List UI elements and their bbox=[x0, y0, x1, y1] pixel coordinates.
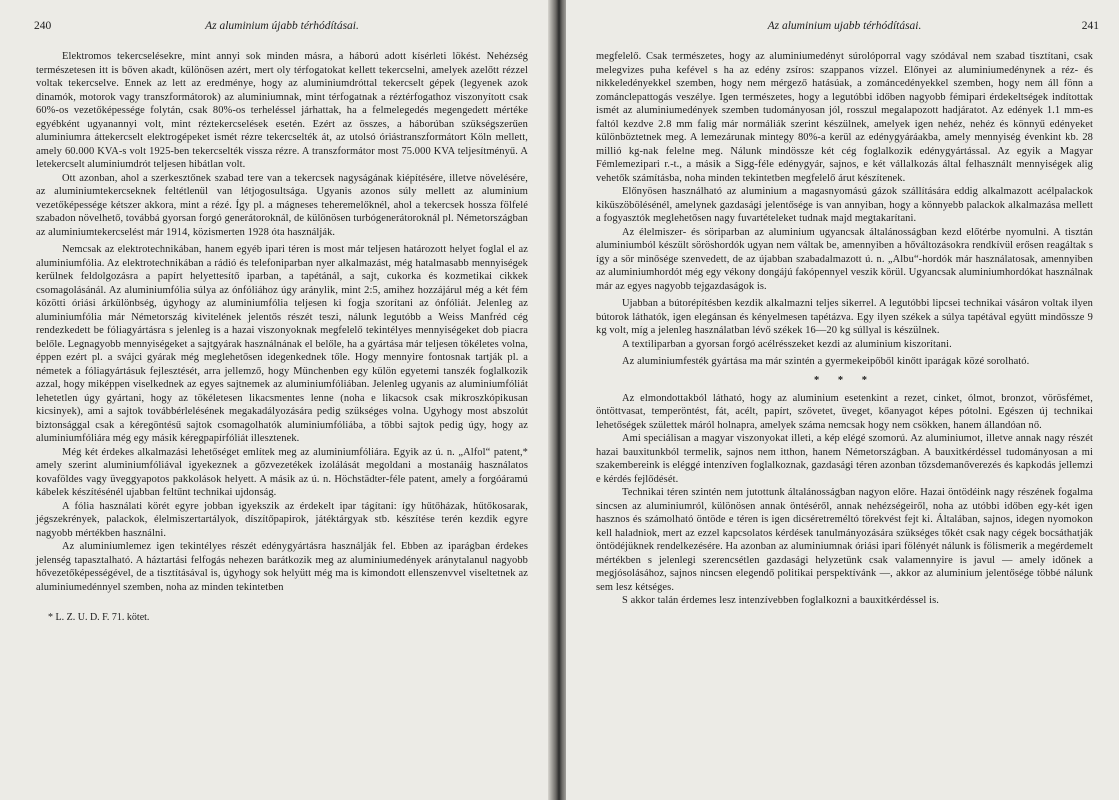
paragraph: Elektromos tekercselésekre, mint annyi sok minden másra, a háború adott kísérleti lökést. Nehézség természetesen itt is bőven akadt, különösen azért, mert oly térfogatokat kellett tekercselni, amelyek azelőtt rézzel voltak tekercselve. Ennek az lett az eredménye, hogy az aluminiumdróttal tekercselt gépek (legyenek azok dinamók, motorok vagy transzformátorok) az aluminiumnak, mint térfogatnak a réztérfogathoz viszonyított csak 60%-os vezetőképessége folytán, csak 80%-os terheléssel járhattak, ha a felmelegedés megengedett mértéke egyébként ugyanannyi volt, mint réztekercselések esetén. Ezért az összes, a háborúban szükségszerűen aluminiumra áttekercselt elektrogépeket ismét rézre tekercselték át, az utolsó óriástranszformátort Köln mellett, amely 60.000 KVA-s volt 1925-ben tekercselték vissza rézre. A transzformátor most 75.000 KVA teljesítményű. A letekercselt aluminiumdrót teljesen hibátlan volt. bbox=[36, 51, 528, 170]
left-running-title: Az aluminium újabb térhódításai. bbox=[205, 20, 359, 32]
section-separator: * * * bbox=[814, 374, 875, 386]
left-running-head bbox=[36, 20, 528, 38]
paragraph: Az aluminiumfesték gyártása ma már szintén a gyermekeipőből kinőtt iparágak közé sorolható. bbox=[622, 356, 1030, 367]
paragraph: A fólia használati körét egyre jobban igyekszik az érdekelt ipar tágítani: így hűtőházak, hűtőkosarak, jégszekrények, palackok, élelmiszertartályok, díszítőpapirok, játéktárgyak stb. készítése terén kezdik egyre nagyobb mértékben használni. bbox=[36, 500, 528, 539]
paragraph: Technikai téren szintén nem jutottunk általánosságban nagyon előre. Hazai öntödéink nagy részének fogalma sincsen az aluminiumról, különösen annak öntéséről, annak nehézségeiről, noha az utóbbi időben egy-két igen hasznos és számolható öntöde e téren is igen dicséretreméltó törekvést fejt ki. Általában, sajnos, idegen nyomokon kell haladniok, mert az ezzel kapcsolatos kérdések tanulmányozására szükséges tőkét csak nagy cégek bocsáthatják öntödéjüknek rendelkezésére. Ha azonban az aluminiumnak óriási ipari fölényét nálunk is fölismerik a megérdemelt mértékben s jelenlegi szerencsétlen gazdasági helyzetünk csak valamennyire is javul — amely időnek a megjósolásához, sajnos nincsen elegendő politikai perspektívánk —, akkor az aluminium jelentősége többé nálunk sem lesz kétséges. bbox=[596, 487, 1093, 593]
paragraph: Ami speciálisan a magyar viszonyokat illeti, a kép elégé szomorú. Az aluminiumot, illetve annak nagy részét hazai bauxitunkból termelik, sajnos nem itthon, hanem Németországban. A bauxitkérdéssel tudományosan a mi szakembereink is eléggé intenzíven foglalkoznak, gazdasági téren azonban tőzsdemanőverezés és kapkodás jellemzi e kérdés fejlődését. bbox=[596, 433, 1093, 485]
footnote: * L. Z. U. D. F. 71. kötet. bbox=[48, 612, 150, 623]
paragraph: megfelelő. Csak természetes, hogy az aluminiumedényt súrolóporral vagy szódával nem szabad tisztítani, csak melegvizes puha kefével s ha az edény zsíros: szappanos vízzel. Előnyei az aluminiumedénynek a réz- és nikkeledényekkel szemben, hogy nem mérgező hatásúak, a zománcedényekkel szemben, hogy nem áll fönn a zománclepattogás veszélye. Igen természetes, hogy a legutóbbi időben nagyobb fémipari érdekeltségek indítottak ismét az aluminiumedények szemben tudományosan jól, rosszul megalapozott hadjáratot. Az edények 1.1 mm-es faltól kezdve 2.8 mm falig már normáliák szerint készülnek, amelyek igen nehéz, nehéz és könnyű edényeket különböztetnek meg. A lemezárunak mintegy 80%-a kerül az edénygyáráakba, amely mennyiség évenkint kb. 28 millió kg-nak felelne meg. Nálunk mindössze két cég foglalkozik edénygyártással. Az egyik a Magyar Fémlemezipari r.-t., a másik a Sigg-féle edénygyár, sajnos, e két vállalkozás által felhasznált mennyiségek alig vehetők számításba, noha minden tekintetben megfelelő árut készítenek. bbox=[596, 51, 1093, 184]
left-body-text bbox=[36, 50, 528, 594]
paragraph: A textiliparban a gyorsan forgó acélrésszeket kezdi az aluminium kiszorítani. bbox=[622, 338, 952, 350]
paragraph: Az elmondottakból látható, hogy az aluminium esetenkint a rezet, cinket, ólmot, bronzot, vörösfémet, öntöttvasat, temperöntést, fát, acélt, papírt, szövetet, üveget, kőanyagot képes pótolni. Egészen új technikai lehetőségek születtek máról holnapra, amelyek száma nemcsak hogy nem csökken, hanem állandóan nő. bbox=[596, 392, 1093, 431]
paragraph: Ott azonban, ahol a szerkesztőnek szabad tere van a tekercsek nagyságának kiépítésére, illetve növelésére, az aluminiumtekercseknek feltétlenül van létjogosultsága. Ugyanis azonos súly mellett az aluminium vezetőképessége kétszer akkora, mint a rézé. Így pl. a mágneses teheremelőknél, ahol a tekercsek hossza fölfelé szabadon növelhető, továbbá gyorsan forgó generátoroknál, de különösen turbógenerátoroknál pl. Németországban az aluminiumtekercselést már 1914, közismerten 1928 óta használják. bbox=[36, 172, 528, 238]
paragraph: Ujabban a bútorépítésben kezdik alkalmazni teljes sikerrel. A legutóbbi lipcsei technikai vásáron voltak ilyen bútorok láthatók, igen elegánsan és kényelmesen tapétázva. Egy ilyen székek a súlya tapétával együtt mindössze 9 kg volt, míg a jelenleg használatban lévő székek 16—20 kg súllyal is készülnek. bbox=[596, 298, 1093, 336]
right-page-number: 241 bbox=[1081, 20, 1099, 32]
paragraph: S akkor talán érdemes lesz intenzívebben foglalkozni a bauxitkérdéssel is. bbox=[622, 595, 939, 606]
right-page bbox=[566, 0, 1119, 800]
left-page-number: 240 bbox=[34, 20, 52, 32]
paragraph: Az élelmiszer- és söriparban az aluminium ugyancsak általánosságban kezd előtérbe nyomulni. A tisztán aluminiumból készült söröshordók ugyan nem váltak be, amennyiben a hőváltozásokra rendkívül erősen reagáltak s így a sör minősége szenvedett, de az újabban szabadalmazott ú. n. „Albu“-hordók már használatosak, amennyiben az aluminiumhordót még egy vékony dongájú fakópennyel veszik körül. Ugyancsak aluminiumhordókat használnak már az egyes nagyobb tejgazdaságok is. bbox=[596, 226, 1093, 292]
paragraph: Még két érdekes alkalmazási lehetőséget említek meg az aluminiumfóliára. Egyik az ú. n. „Alfol“ patent,* amely szerint aluminiumfóliával igyekeznek a gőzvezetékek izolálását megoldani a mostanáig használatos kovaföldes vagy üveggyapotos pakkolások helyett. A másik az ú. n. Höchstädter-féle patent, amely a forgóáramú kábelek készítésénél ujabban feltűnt technikai ujdonság. bbox=[36, 446, 528, 498]
paragraph: Előnyösen használható az aluminium a magasnyomású gázok szállítására eddig alkalmazott acélpalackok kiküszöbölésénél, amelynek gazdasági jelentősége is van annyiban, hogy a könnyebb palackok alkalmazása mellett a fogyasztók meglehetősen nagy fuvartételeket tudnak majd megtakarítani. bbox=[596, 186, 1093, 224]
right-running-title: Az aluminium ujabb térhódításai. bbox=[767, 20, 922, 32]
left-page bbox=[0, 0, 552, 800]
paragraph: Nemcsak az elektrotechnikában, hanem egyéb ipari téren is most már teljesen határozott helyet foglal el az aluminiumfólia. Az elektrotechnikában a rádió és telefoniparban nyer alkalmazást, még hatalmasabb mennyiségek kerülnek feldolgozásra a papírt helyettesítő iparban, a tapétánál, a sajt, cukorka és kozmetikai cikkek csomagolásánál. Az aluminiumfólia súlya az ónfóliához úgy aránylik, mint 2:5, amihez hozzájárul még a két fém közötti óriási árkülönbség, úgyhogy az aluminiumfólia teljesen ki fogja szorítani az ónfóliát. Jelenleg az aluminiumfólia már Németország kivitelének jelentős részét teszi, nálunk legutóbb a Weiss Manfréd cég rendezkedett be fóliagyártásra s jelenleg is a hazai viszonyoknak megfelelő tekintélyes mennyiségeket dob piacra belőle. Legnagyobb mennyiségeket a sajtgyárak használnának el belőle, ha a gyártása már teljesen tökéletes volna, éppen ezért pl. a svájci gyárak még meglehetősen idegenkednek tőle. Hogy mennyire fontosnak tartják pl. a németek a fóliagyártásuk fejlesztését, arra jellemző, hogy Münchenben egy külön egyetemi tanszék foglalkozik azzal, hogy miképpen viselkednek az egyes sajtnemek az aluminiumfóliában. Jelenleg ugyanis az aluminiumfóliát lehetetlen úgy gyártani, hogy az tökéletesen likacsmentes lenne (noha e likacsok csak mikroszkópikusan kicsinyek), ami a sajtok továbbérlelésének megakadályozására pedig szükséges volna. Ugyhogy most abszolút biztonsággal csak a kéregöntésű sajtok csomagolhatók aluminiumfóliába, a többi sajtok pedig úgy, hogy az aluminiumfóliára még egy másik kéregpapírfóliát illesztenek. bbox=[36, 244, 528, 444]
right-body-text bbox=[596, 50, 1093, 608]
right-running-head bbox=[596, 20, 1099, 38]
paragraph: Az aluminiumlemez igen tekintélyes részét edénygyártásra használják fel. Ebben az iparágban érdekes jelenség tapasztalható. A háztartási felfogás nehezen barátkozik meg az aluminiumedények aránytalanul nagyobb hővezetőképességével, de a tisztításával is, úgyhogy sok helyütt még ma is kimondott ellenszenvvel viseltetnek az aluminiumedénnyel szemben, noha az minden tekintetben bbox=[36, 541, 528, 593]
